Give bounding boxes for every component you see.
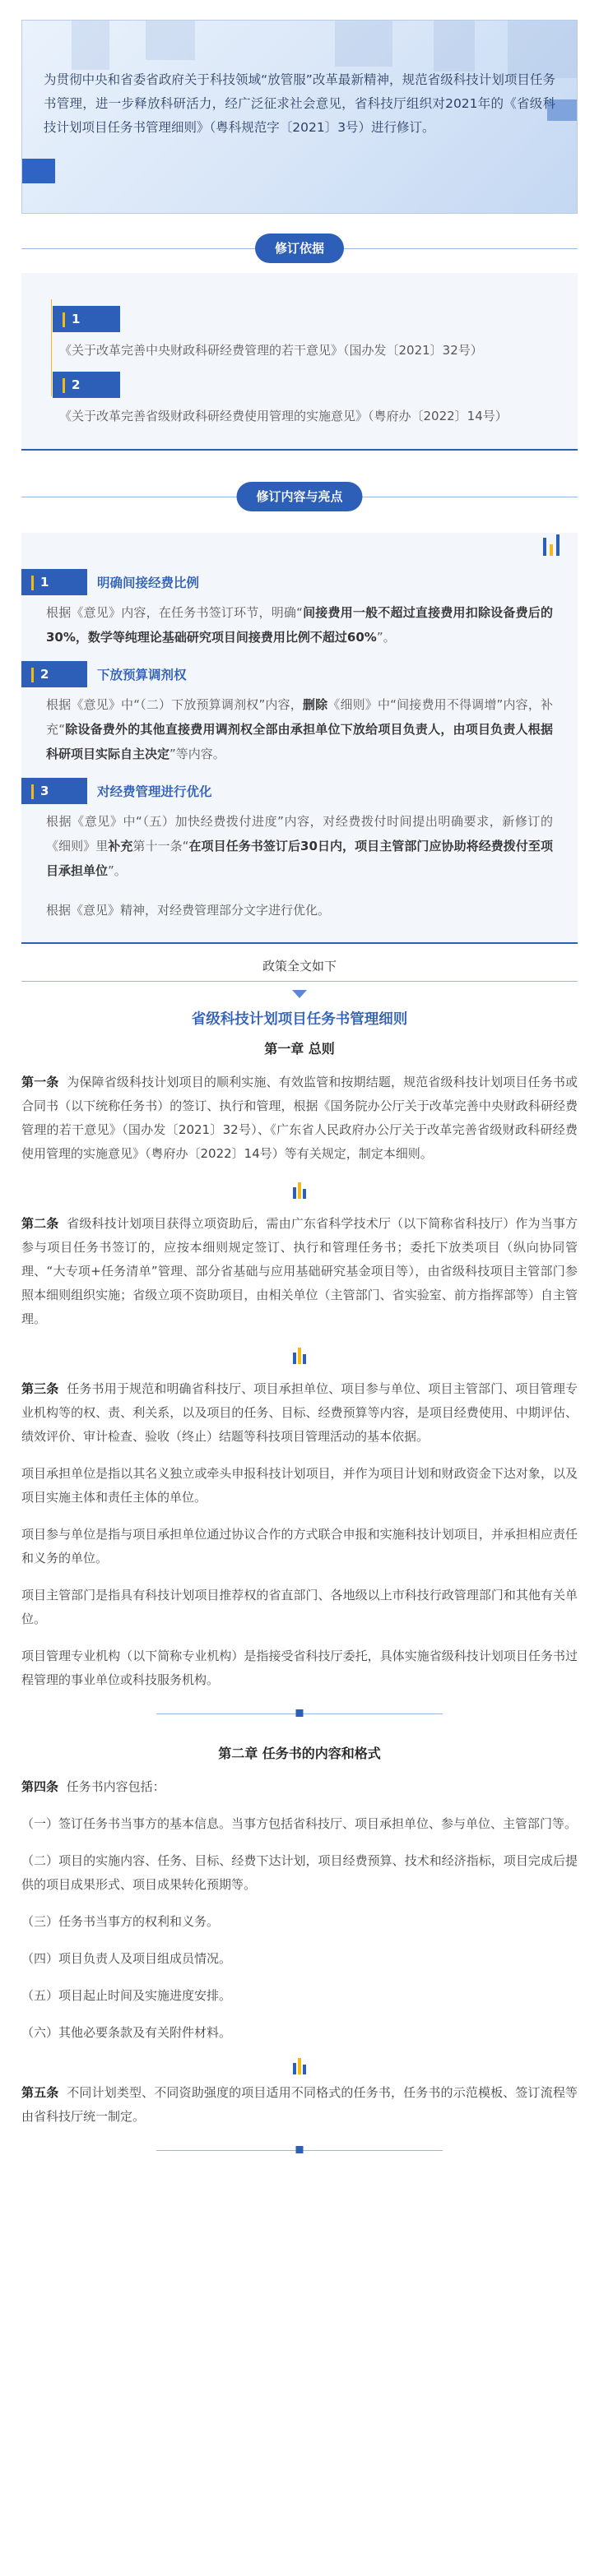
highlight-num-badge: 3 xyxy=(21,778,87,804)
list-item: （六）其他必要条款及有关附件材料。 xyxy=(21,2025,232,2040)
highlight-text: 根据《意见》中“（五）加快经费拨付进度”内容，对经费拨付时间提出明确要求，新修订的《细则》里补充第十一条“在项目任务书签订后30日内，项目主管部门应协助将经费拨付至项目承担单位”。 xyxy=(46,814,553,878)
highlight-heading: 3 对经费管理进行优化 xyxy=(21,778,578,804)
highlight-closing: 根据《意见》精神，对经费管理部分文字进行优化。 xyxy=(46,903,331,918)
highlight-text: 根据《意见》中“（二）下放预算调剂权”内容，删除《细则》中“间接费用不得调增”内容，补充“除设备费外的其他直接费用调剂权全部由承担单位下放给项目负责人，由项目负责人根据科研项目实际自主决定”等内容。 xyxy=(46,697,553,761)
list-item: （五）项目起止时间及实施进度安排。 xyxy=(21,1988,232,2003)
highlight-heading: 2 下放预算调剂权 xyxy=(21,661,578,687)
basis-num-badge: 1 xyxy=(53,306,120,332)
section-title: 修订内容与亮点 xyxy=(236,482,362,511)
article: 第二条 省级科技计划项目获得立项资助后，需由广东省科学技术厅（以下简称省科技厅）作为当事方参与项目任务书签订的，应按本细则规定签订、执行和管理任务书；委托下放类项目（纵向协同管理、“大专项+任务清单”管理、部分省基础与应用基础研究基金项目等），由省级科技项目主管部门参照本细则组织实施；省级立项不资助项目，由相关单位（主管部门、省实验室、前方指挥部等）自主管理。 xyxy=(21,1216,578,1326)
article: 第五条 不同计划类型、不同资助强度的项目适用不同格式的任务书，任务书的示范模板、签订流程等由省科技厅统一制定。 xyxy=(21,2085,578,2124)
basis-num-badge: 2 xyxy=(53,372,120,398)
list-item: （二）项目的实施内容、任务、目标、经费下达计划，项目经费预算、技术和经济指标，项目完成后提供的项目成果形式、项目成果转化预期等。 xyxy=(21,1853,578,1892)
highlight-text: 根据《意见》内容，在任务书签订环节，明确“间接费用一般不超过直接费用扣除设备费后的30%，数学等纯理论基础研究项目间接费用比例不超过60%”。 xyxy=(46,605,553,645)
decor-block xyxy=(22,159,55,183)
paragraph: 项目管理专业机构（以下简称专业机构）是指接受省科技厅委托，具体实施省级科技计划项目任务书过程管理的事业单位或科技服务机构。 xyxy=(21,1649,578,1687)
end-separator xyxy=(0,2139,599,2170)
paragraph: 项目参与单位是指与项目承担单位通过协议合作的方式联合申报和实施科技计划项目，并承担相应责任和义务的单位。 xyxy=(21,1527,578,1565)
highlight-heading: 1 明确间接经费比例 xyxy=(21,569,578,595)
arrow-down-icon xyxy=(292,990,307,998)
list-item: （三）任务书当事方的权利和义务。 xyxy=(21,1914,220,1929)
chapter-separator xyxy=(0,1702,599,1733)
intro-text: 为贯彻中央和省委省政府关于科技领域“放管服”改革最新精神，规范省级科技计划项目任务书管理，进一步释放科研活力，经广泛征求社会意见，省科技厅组织对2021年的《省级科技计划项目任务书管理细则》（粤科规范字〔2021〕3号）进行修订。 xyxy=(44,72,555,135)
article: 第三条 任务书用于规范和明确省科技厅、项目承担单位、项目参与单位、项目主管部门、项目管理专业机构等的权、责、利关系，以及项目的任务、目标、经费预算等内容，是项目经费使用、中期评估、绩效评价、审计检查、验收（终止）结题等科技项目管理活动的基本依据。 xyxy=(21,1381,578,1444)
paragraph: 项目主管部门是指具有科技计划项目推荐权的省直部门、各地级以上市科技行政管理部门和其他有关单位。 xyxy=(21,1588,578,1626)
chapter-title: 第二章 任务书的内容和格式 xyxy=(218,1746,381,1761)
paragraph: 项目承担单位是指以其名义独立或牵头申报科技计划项目，并作为项目计划和财政资金下达对象，以及项目实施主体和责任主体的单位。 xyxy=(21,1466,578,1505)
bar-chart-icon xyxy=(291,1181,308,1199)
section-header-highlights xyxy=(0,472,599,521)
article: 第四条 任务书内容包括： xyxy=(21,1779,165,1794)
bar-chart-icon xyxy=(291,1346,308,1364)
intro-banner xyxy=(21,20,578,214)
highlight-num-badge: 1 xyxy=(21,569,87,595)
divider xyxy=(21,981,578,982)
chapter-title: 第一章 总则 xyxy=(264,1041,335,1057)
highlights-card xyxy=(21,533,578,944)
list-item: （一）签订任务书当事方的基本信息。当事方包括省科技厅、项目承担单位、参与单位、主管部门等。 xyxy=(21,1816,578,1831)
bar-chart-icon xyxy=(291,2056,308,2074)
section-header-basis xyxy=(0,224,599,273)
article: 第一条 为保障省级科技计划项目的顺利实施、有效监管和按期结题，规范省级科技计划项目任务书或合同书（以下统称任务书）的签订、执行和管理，根据《国务院办公厅关于改革完善中央财政科研经费管理的若干意见》（国办发〔2021〕32号）、《广东省人民政府办公厅关于改革完善省级财政科研经费使用管理的实施意见》（粤府办〔2022〕14号）等有关规定，制定本细则。 xyxy=(21,1075,578,1161)
highlight-num-badge: 2 xyxy=(21,661,87,687)
fulltext-label: 政策全文如下 xyxy=(262,959,337,974)
basis-item: 《关于改革完善省级财政科研经费使用管理的实施意见》（粤府办〔2022〕14号） xyxy=(59,409,508,423)
document-title: 省级科技计划项目任务书管理细则 xyxy=(191,1011,408,1028)
basis-item: 《关于改革完善中央财政科研经费管理的若干意见》（国办发〔2021〕32号） xyxy=(59,343,483,358)
bar-chart-icon xyxy=(541,534,566,556)
section-title: 修订依据 xyxy=(255,234,344,263)
basis-card xyxy=(21,273,578,451)
list-item: （四）项目负责人及项目组成员情况。 xyxy=(21,1951,232,1966)
